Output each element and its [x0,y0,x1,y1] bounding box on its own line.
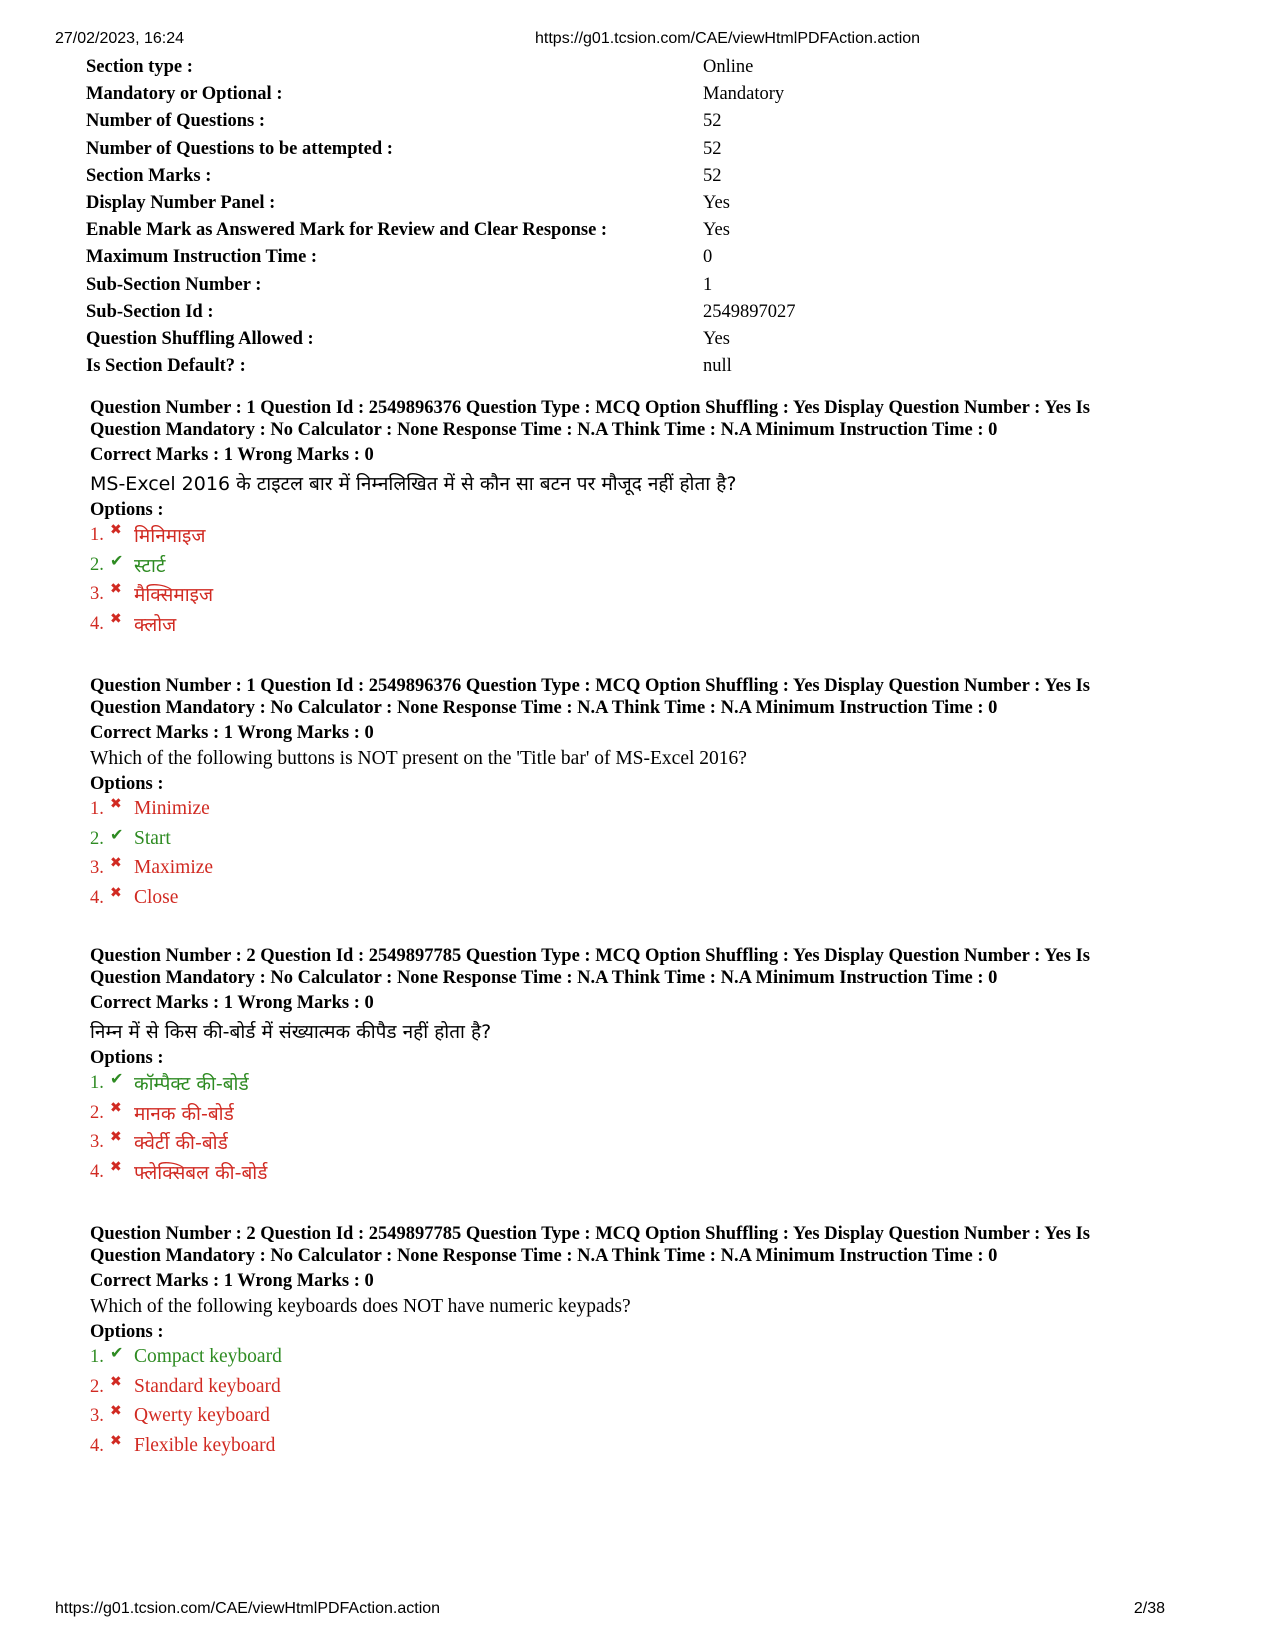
options-label: Options : [90,1322,164,1342]
option-item [90,1402,1170,1432]
section-value: Mandatory [703,84,785,105]
cross-icon: ✖ [110,522,122,538]
section-row [86,356,1086,383]
question-header-line-1: Question Number : 2 Question Id : 2549897785 Question Type : MCQ Option Shuffling : Yes Display Question Number : Yes Is [90,946,1090,966]
option-item [90,521,1170,551]
section-key: Section Marks : [86,165,212,186]
option-item [90,580,1170,610]
options-list [90,1343,1170,1461]
option-number: 2. [90,1102,104,1123]
check-icon: ✔ [110,550,124,570]
section-value: Yes [703,192,730,213]
section-row [86,193,1086,220]
section-value: 1 [703,274,713,295]
option-item [90,1158,1170,1188]
option-number: 2. [90,828,104,849]
section-row [86,220,1086,247]
check-icon: ✔ [110,824,124,844]
option-item [90,1099,1170,1129]
option-text: Flexible keyboard [134,1434,276,1456]
section-row [86,111,1086,138]
section-value: Yes [703,328,730,349]
page-header [55,30,1220,50]
option-number: 1. [90,1347,104,1367]
option-number: 2. [90,554,104,575]
cross-icon: ✖ [110,884,122,901]
option-item [90,1432,1170,1462]
cross-icon: ✖ [110,610,122,627]
option-text: क्वेर्टी की-बोर्ड [134,1132,228,1154]
section-key: Enable Mark as Answered Mark for Review and Clear Response : [86,220,608,241]
option-text: कॉम्पैक्ट की-बोर्ड [134,1073,249,1095]
option-text: फ्लेक्सिबल की-बोर्ड [134,1161,268,1184]
options-label: Options : [90,1048,164,1068]
option-number: 3. [90,1132,104,1152]
section-row [86,84,1086,111]
section-key: Sub-Section Number : [86,274,262,295]
option-item [90,1373,1170,1403]
section-row [86,57,1086,84]
section-value: 0 [703,247,713,268]
cross-icon: ✖ [110,1099,122,1116]
option-text: क्लोज [134,613,177,636]
question-header-line-1: Question Number : 2 Question Id : 2549897785 Question Type : MCQ Option Shuffling : Yes Display Question Number : Yes Is [90,1224,1090,1244]
option-text: Compact keyboard [134,1346,282,1367]
check-icon: ✔ [110,1343,124,1362]
section-key: Maximum Instruction Time : [86,247,318,268]
cross-icon: ✖ [110,796,122,812]
question-block [90,675,1170,913]
section-key: Mandatory or Optional : [86,84,283,105]
question-block [90,397,1170,639]
cross-icon: ✖ [110,581,122,597]
section-key: Question Shuffling Allowed : [86,328,314,349]
option-text: स्टार्ट [134,554,166,577]
option-number: 3. [90,584,104,604]
question-text: Which of the following keyboards does NOT have numeric keypads? [90,1296,631,1317]
section-info [86,57,1086,383]
option-item [90,551,1170,581]
section-key: Is Section Default? : [86,356,246,377]
header-url: https://g01.tcsion.com/CAE/viewHtmlPDFAction.action [535,30,921,47]
question-header-line-2: Question Mandatory : No Calculator : None Response Time : N.A Think Time : N.A Minimum Instruction Time : 0 [90,1246,998,1266]
question-header-line-2: Question Mandatory : No Calculator : None Response Time : N.A Think Time : N.A Minimum Instruction Time : 0 [90,420,998,440]
section-row [86,166,1086,193]
section-key: Number of Questions to be attempted : [86,138,393,159]
question-block [90,1223,1170,1461]
question-text: निम्न में से किस की-बोर्ड में संख्यात्मक कीपैड नहीं होता है? [90,1021,492,1043]
option-number: 3. [90,858,104,878]
cross-icon: ✖ [110,1373,122,1390]
question-marks: Correct Marks : 1 Wrong Marks : 0 [90,1271,374,1291]
section-value: 2549897027 [703,301,796,322]
option-number: 3. [90,1406,104,1426]
option-text: Qwerty keyboard [134,1405,270,1426]
question-header-line-2: Question Mandatory : No Calculator : None Response Time : N.A Think Time : N.A Minimum Instruction Time : 0 [90,968,998,988]
question-header-line-1: Question Number : 1 Question Id : 2549896376 Question Type : MCQ Option Shuffling : Yes Display Question Number : Yes Is [90,676,1090,696]
options-label: Options : [90,774,164,794]
section-value: 52 [703,165,722,186]
options-list [90,521,1170,639]
section-key: Number of Questions : [86,111,266,132]
option-item [90,795,1170,825]
option-number: 1. [90,525,104,545]
option-text: Standard keyboard [134,1375,281,1397]
option-text: Minimize [134,798,210,819]
section-row [86,302,1086,329]
option-item [90,854,1170,884]
option-item [90,825,1170,855]
page-footer [55,1600,1220,1620]
print-datetime: 27/02/2023, 16:24 [55,30,185,47]
option-number: 1. [90,799,104,819]
question-header-line-2: Question Mandatory : No Calculator : None Response Time : N.A Think Time : N.A Minimum Instruction Time : 0 [90,698,998,718]
options-list [90,1069,1170,1187]
page-number: 2/38 [1133,1600,1165,1617]
option-text: Start [134,827,171,849]
options-label: Options : [90,500,164,520]
section-row [86,275,1086,302]
option-number: 4. [90,613,104,634]
cross-icon: ✖ [110,1158,122,1175]
option-text: मिनिमाइज [134,525,206,547]
section-value: null [703,356,732,377]
section-row [86,329,1086,356]
option-item [90,884,1170,914]
cross-icon: ✖ [110,1403,122,1419]
section-key: Display Number Panel : [86,192,276,213]
option-number: 2. [90,1376,104,1397]
section-row [86,139,1086,166]
option-text: मैक्सिमाइज [134,584,214,606]
option-text: Close [134,886,179,908]
question-header-line-1: Question Number : 1 Question Id : 2549896376 Question Type : MCQ Option Shuffling : Yes Display Question Number : Yes Is [90,398,1090,418]
option-item [90,1069,1170,1099]
question-text: Which of the following buttons is NOT present on the 'Title bar' of MS-Excel 2016? [90,748,747,769]
option-item [90,1128,1170,1158]
option-number: 4. [90,1161,104,1182]
section-value: 52 [703,111,722,132]
option-number: 4. [90,887,104,908]
question-marks: Correct Marks : 1 Wrong Marks : 0 [90,445,374,465]
option-item [90,1343,1170,1373]
section-value: Online [703,57,754,77]
option-number: 4. [90,1435,104,1456]
option-item [90,610,1170,640]
section-key: Section type : [86,57,193,77]
options-list [90,795,1170,913]
section-value: 52 [703,138,722,159]
question-marks: Correct Marks : 1 Wrong Marks : 0 [90,993,374,1013]
question-text: MS-Excel 2016 के टाइटल बार में निम्नलिखित में से कौन सा बटन पर मौजूद नहीं होता है? [90,473,737,495]
option-number: 1. [90,1073,104,1093]
option-text: Maximize [134,857,214,878]
section-key: Sub-Section Id : [86,301,214,322]
section-row [86,247,1086,274]
cross-icon: ✖ [110,1129,122,1145]
option-text: मानक की-बोर्ड [134,1102,234,1125]
footer-url: https://g01.tcsion.com/CAE/viewHtmlPDFAction.action [55,1600,441,1617]
check-icon: ✔ [110,1069,124,1088]
question-marks: Correct Marks : 1 Wrong Marks : 0 [90,723,374,743]
cross-icon: ✖ [110,1432,122,1449]
question-block [90,945,1170,1187]
section-value: Yes [703,220,730,241]
cross-icon: ✖ [110,855,122,871]
